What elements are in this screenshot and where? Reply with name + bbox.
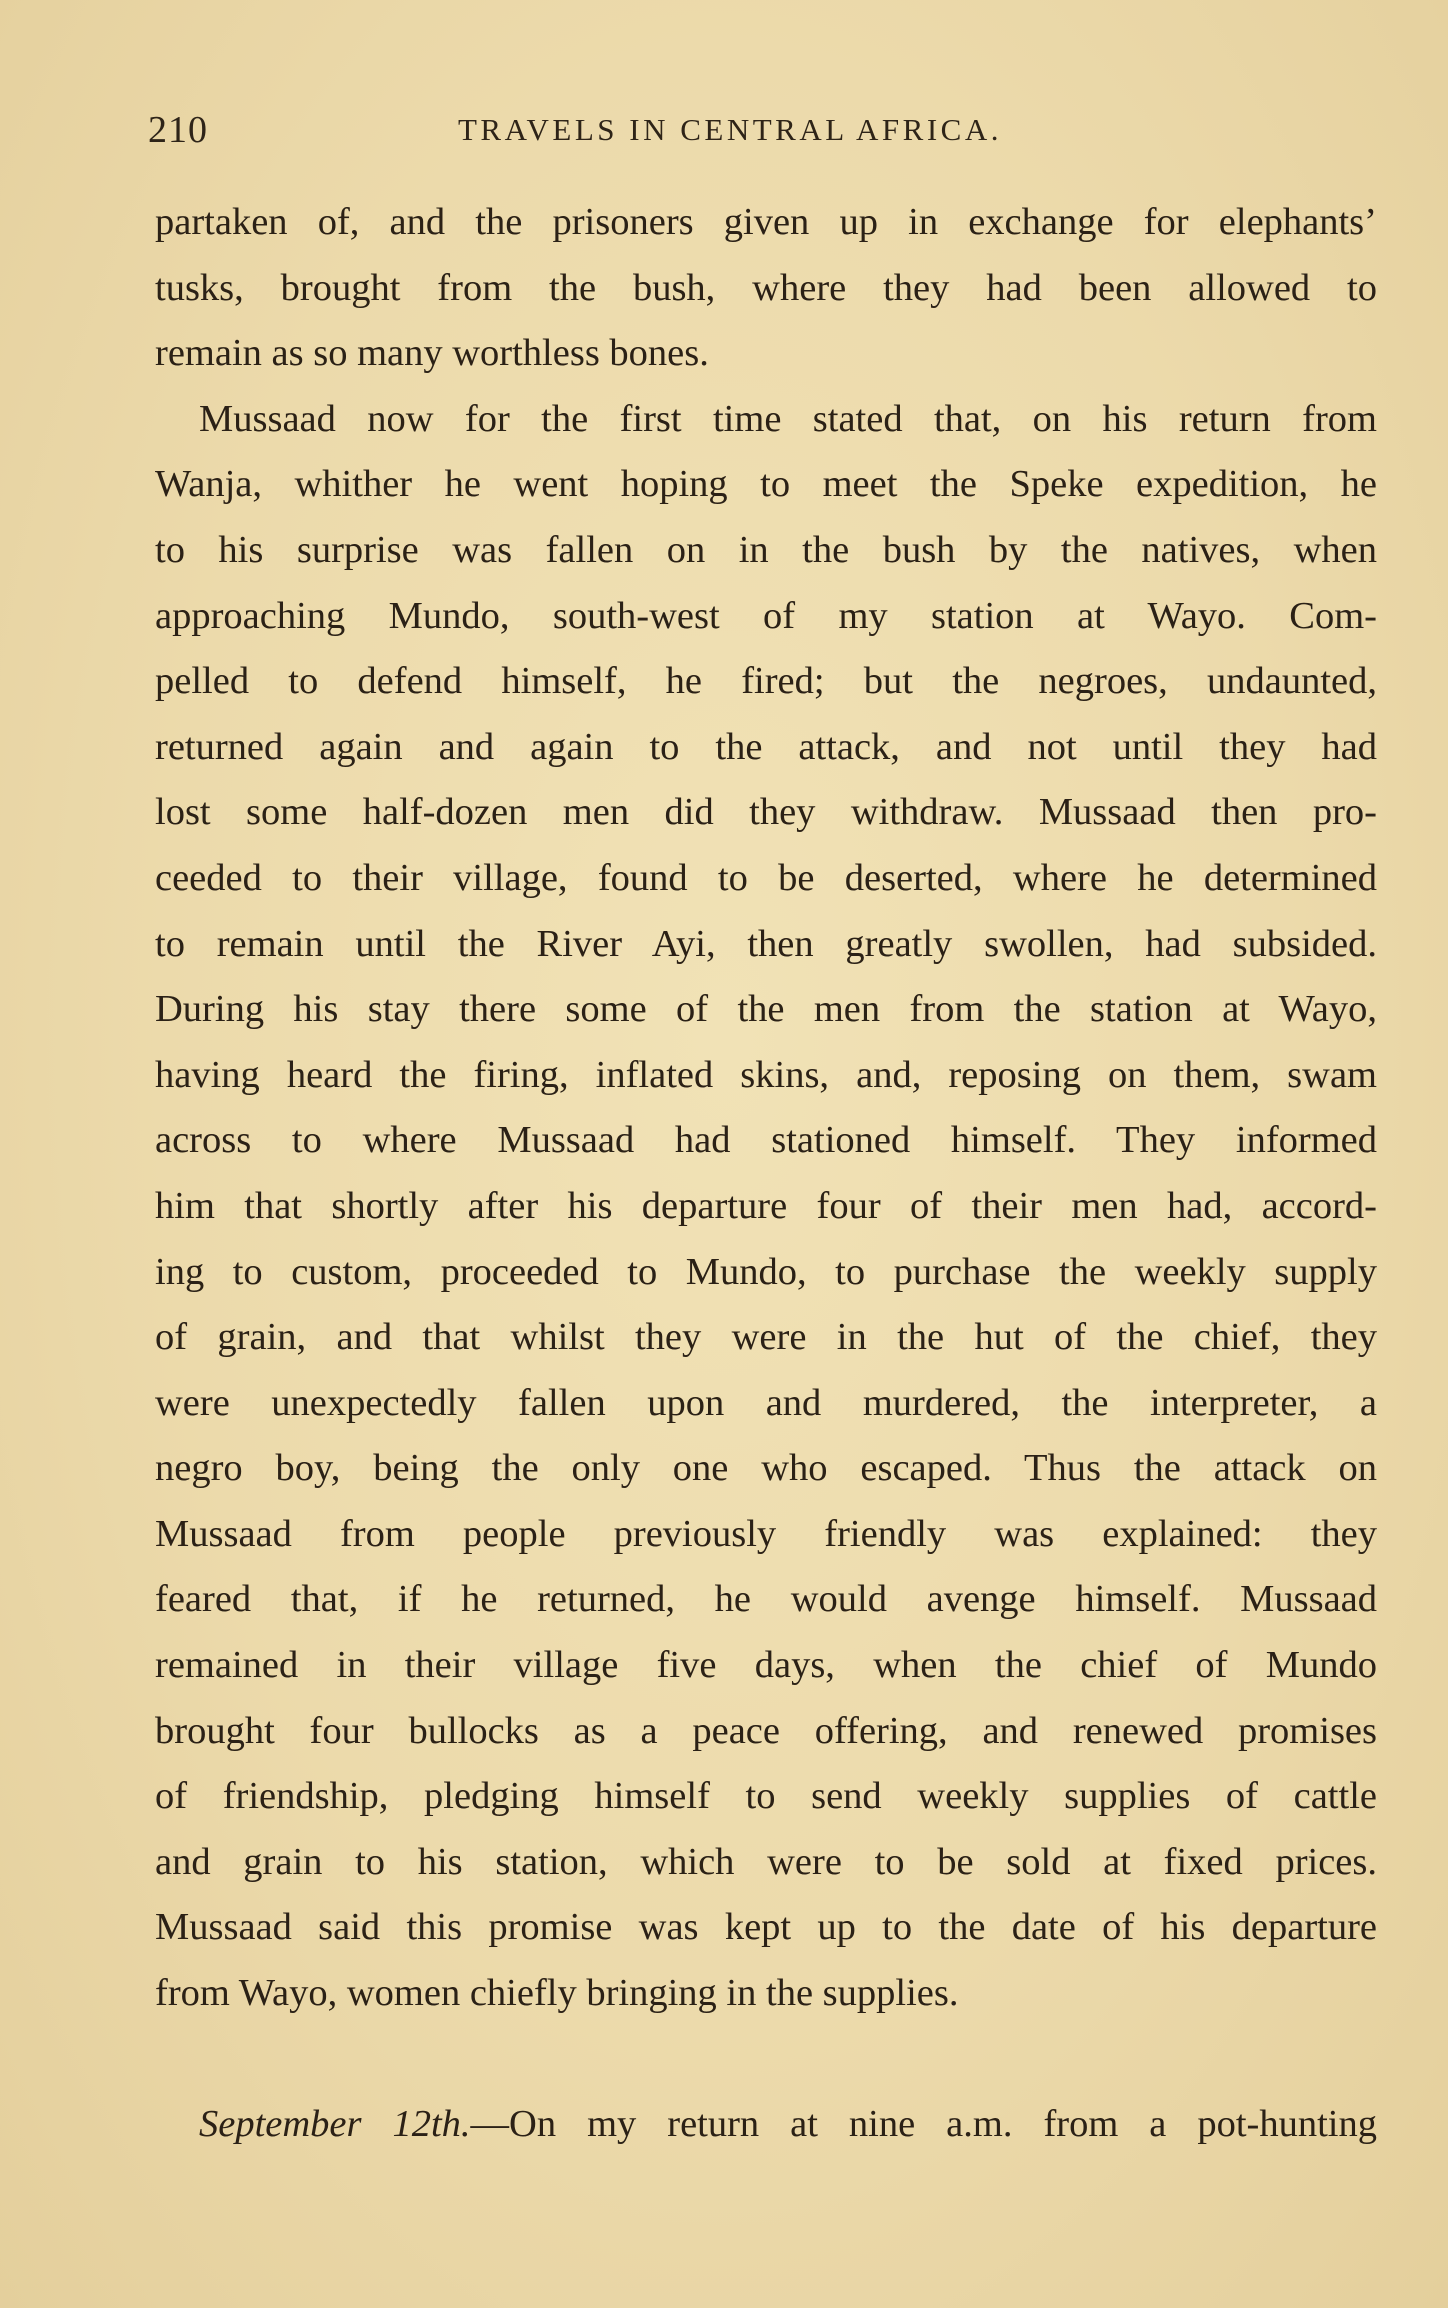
entry-text: —On my return at nine a.m. from a pot-hunting	[470, 2102, 1377, 2145]
text-line: negro boy, being the only one who escaped. Thus the attack on	[155, 1447, 1377, 1490]
body-text	[155, 190, 1377, 2157]
text-line: to remain until the River Ayi, then greatly swollen, had subsided.	[155, 922, 1377, 965]
page-number: 210	[148, 109, 208, 151]
text-line: Wanja, whither he went hoping to meet the Speke expedition, he	[155, 463, 1377, 506]
text-line: feared that, if he returned, he would avenge himself. Mussaad	[155, 1578, 1377, 1621]
text-line: returned again and again to the attack, and not until they had	[155, 725, 1377, 768]
section-gap	[155, 2027, 1377, 2092]
text-line: to his surprise was fallen on in the bush by the natives, when	[155, 528, 1377, 571]
text-line: During his stay there some of the men from the station at Wayo,	[155, 988, 1377, 1031]
paragraph-mussaad	[155, 387, 1377, 2027]
diary-entry	[155, 2092, 1377, 2158]
page-header	[148, 108, 1378, 158]
text-line: Mussaad from people previously friendly was explained: they	[155, 1512, 1377, 1555]
text-line: were unexpectedly fallen upon and murdered, the interpreter, a	[155, 1381, 1377, 1424]
text-line: having heard the firing, inflated skins, and, reposing on them, swam	[155, 1053, 1377, 1096]
running-head: TRAVELS IN CENTRAL AFRICA.	[458, 112, 1002, 147]
paragraph-continued	[155, 190, 1377, 387]
text-line: remained in their village five days, when the chief of Mundo	[155, 1644, 1377, 1687]
text-line: tusks, brought from the bush, where they had been allowed to	[155, 266, 1377, 309]
text-line: ceeded to their village, found to be deserted, where he determined	[155, 856, 1377, 899]
text-line: Mussaad said this promise was kept up to the date of his departure	[155, 1906, 1377, 1949]
text-line: and grain to his station, which were to be sold at fixed prices.	[155, 1840, 1377, 1883]
text-line: him that shortly after his departure four of their men had, accord-	[155, 1184, 1377, 1227]
text-line: ing to custom, proceeded to Mundo, to purchase the weekly supply	[155, 1250, 1377, 1293]
text-line: partaken of, and the prisoners given up in exchange for elephants’	[155, 201, 1377, 243]
entry-date: September 12th.	[199, 2102, 471, 2145]
text-line: Mussaad now for the first time stated that, on his return from	[199, 397, 1377, 440]
text-line: remain as so many worthless bones.	[155, 332, 709, 375]
text-line: pelled to defend himself, he fired; but the negroes, undaunted,	[155, 660, 1377, 703]
text-line: from Wayo, women chiefly bringing in the supplies.	[155, 1972, 959, 2015]
text-line: approaching Mundo, south-west of my station at Wayo. Com-	[155, 594, 1377, 637]
text-line: across to where Mussaad had stationed himself. They informed	[155, 1119, 1377, 1162]
text-line: of grain, and that whilst they were in the hut of the chief, they	[155, 1316, 1377, 1359]
text-line: brought four bullocks as a peace offering, and renewed promises	[155, 1709, 1377, 1752]
text-line: of friendship, pledging himself to send weekly supplies of cattle	[155, 1775, 1377, 1818]
text-line: lost some half-dozen men did they withdraw. Mussaad then pro-	[155, 791, 1377, 834]
